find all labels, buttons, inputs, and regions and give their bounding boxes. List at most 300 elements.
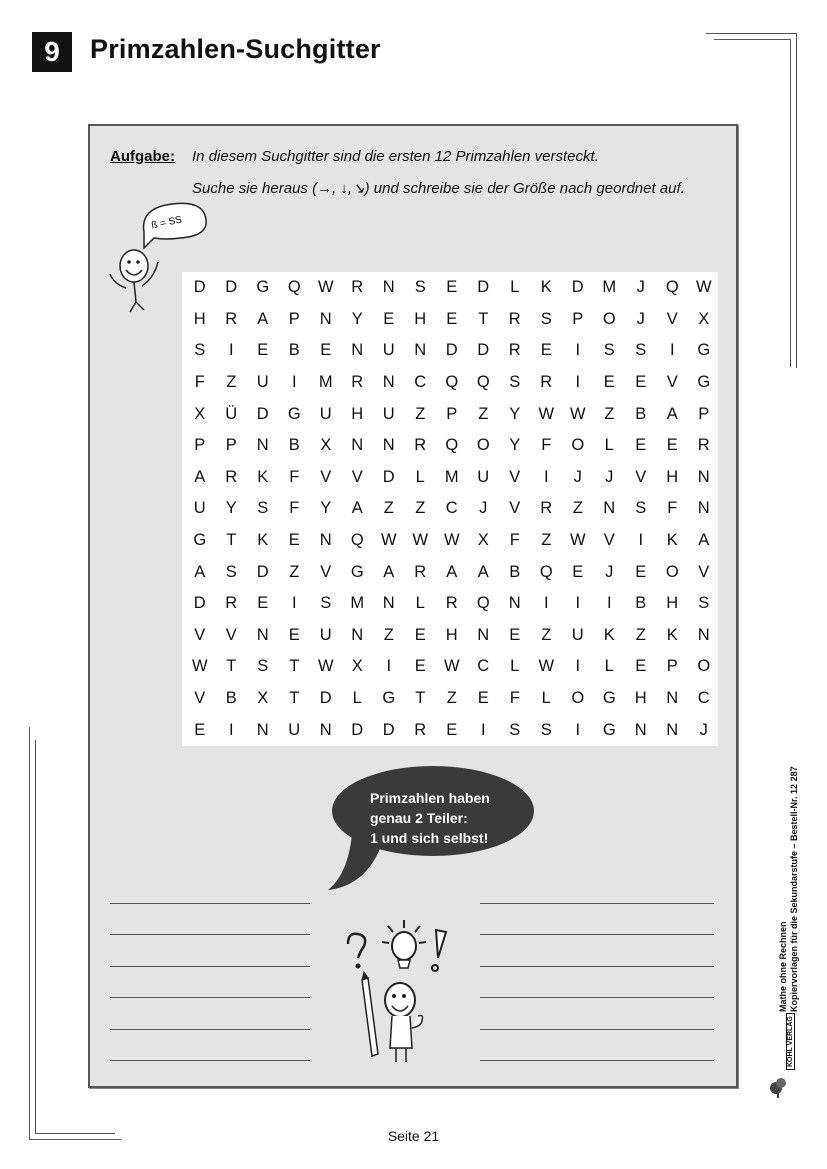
grid-cell: V (698, 562, 710, 581)
grid-cell: P (698, 404, 710, 423)
grid-cell: D (477, 278, 490, 297)
grid-cell: X (351, 657, 363, 676)
grid-cell: P (572, 309, 584, 328)
grid-cell: U (382, 341, 395, 360)
grid-cell: C (445, 499, 458, 518)
grid-row (184, 430, 720, 462)
grid-row (184, 620, 720, 652)
grid-cell: N (319, 720, 332, 739)
grid-cell: Q (350, 531, 364, 550)
grid-cell: Z (541, 531, 552, 550)
grid-cell: V (194, 625, 206, 644)
grid-cell: S (257, 499, 269, 518)
grid-row (184, 462, 720, 494)
grid-cell: E (635, 657, 647, 676)
grid-cell: X (257, 689, 269, 708)
grid-cell: O (602, 309, 616, 328)
grid-cell: C (697, 689, 710, 708)
answer-line (480, 997, 714, 998)
grid-cell: Z (541, 625, 552, 644)
grid-cell: P (446, 404, 458, 423)
answer-line (110, 934, 310, 935)
grid-cell: N (697, 625, 710, 644)
grid-cell: R (225, 309, 238, 328)
grid-cell: W (443, 531, 460, 550)
grid-cell: A (698, 531, 710, 550)
grid-cell: I (575, 594, 581, 613)
grid-cell: N (508, 594, 521, 613)
grid-cell: I (480, 720, 486, 739)
grid-cell: E (257, 594, 269, 613)
grid-cell: U (256, 373, 269, 392)
grid-cell: W (317, 657, 334, 676)
grid-cell: D (571, 278, 584, 297)
grid-cell: T (226, 531, 237, 550)
grid-cell: I (575, 657, 581, 676)
grid-cell: K (603, 625, 615, 644)
grid-cell: M (602, 278, 617, 297)
grid-cell: I (291, 594, 297, 613)
grid-cell: S (225, 562, 237, 581)
grid-row (184, 714, 720, 746)
sidebar-text (778, 732, 800, 1012)
grid-cell: N (634, 720, 647, 739)
grid-cell: S (509, 720, 521, 739)
grid-cell: Q (476, 373, 490, 392)
grid-cell: E (635, 436, 647, 455)
grid-cell: R (225, 594, 238, 613)
grid-cell: Q (476, 594, 490, 613)
answer-line (110, 966, 310, 967)
grid-cell: I (291, 373, 297, 392)
grid-cell: E (194, 720, 206, 739)
grid-cell: G (256, 278, 270, 297)
grid-row (184, 651, 720, 683)
answer-line (110, 1029, 310, 1030)
grid-cell: V (666, 373, 678, 392)
grid-cell: A (351, 499, 363, 518)
grid-cell: U (193, 499, 206, 518)
grid-cell: B (288, 436, 300, 455)
grid-cell: H (351, 404, 364, 423)
grid-cell: G (382, 689, 396, 708)
grid-cell: Ü (225, 404, 238, 423)
grid-cell: B (635, 594, 647, 613)
grid-cell: F (509, 531, 520, 550)
grid-cell: I (606, 594, 612, 613)
grid-cell: E (509, 625, 521, 644)
grid-cell: D (445, 341, 458, 360)
grid-row (184, 683, 720, 715)
grid-cell: H (414, 309, 427, 328)
page-title: Primzahlen-Suchgitter (90, 34, 381, 64)
grid-cell: Q (665, 278, 679, 297)
grid-cell: E (414, 657, 426, 676)
grid-row (184, 556, 720, 588)
grid-cell: S (603, 341, 615, 360)
grid-cell: L (415, 594, 425, 613)
grid-cell: A (477, 562, 489, 581)
grid-cell: V (603, 531, 615, 550)
grid-cell: C (414, 373, 427, 392)
grid-cell: R (414, 720, 427, 739)
sidebar-line-1: Mathe ohne Rechnen (778, 921, 788, 1012)
grid-cell: W (538, 404, 555, 423)
grid-cell: S (635, 341, 647, 360)
grid-cell: R (351, 278, 364, 297)
grid-row (184, 525, 720, 557)
grid-cell: S (635, 499, 647, 518)
grid-cell: D (477, 341, 490, 360)
grid-row (184, 304, 720, 336)
grid-cell: Z (635, 625, 646, 644)
grid-cell: Q (539, 562, 553, 581)
grid-cell: V (666, 309, 678, 328)
grid-cell: W (317, 278, 334, 297)
grid-cell: P (288, 309, 300, 328)
grid-cell: K (257, 467, 269, 486)
grid-cell: R (508, 309, 521, 328)
grid-cell: R (697, 436, 710, 455)
grid-cell: N (351, 436, 364, 455)
grid-cell: I (575, 373, 581, 392)
grid-cell: D (225, 278, 238, 297)
grid-cell: S (257, 657, 269, 676)
grid-cell: G (350, 562, 364, 581)
grid-cell: A (383, 562, 395, 581)
grid-cell: O (571, 689, 585, 708)
grid-cell: N (351, 341, 364, 360)
grid-cell: Z (415, 499, 426, 518)
grid-cell: E (603, 373, 615, 392)
grid-cell: N (382, 594, 395, 613)
grid-cell: V (194, 689, 206, 708)
answer-line (480, 1060, 714, 1061)
grid-cell: N (414, 341, 427, 360)
grid-cell: E (257, 341, 269, 360)
grid-cell: S (698, 594, 710, 613)
grid-cell: E (635, 373, 647, 392)
grid-cell: E (446, 309, 458, 328)
grid-cell: R (414, 436, 427, 455)
grid-row (184, 588, 720, 620)
grid-cell: F (541, 436, 552, 455)
grid-cell: R (445, 594, 458, 613)
grid-cell: H (193, 309, 206, 328)
grid-cell: V (509, 467, 521, 486)
grid-cell: W (191, 657, 208, 676)
grid-cell: B (509, 562, 521, 581)
grid-cell: A (194, 562, 206, 581)
grid-cell: E (572, 562, 584, 581)
grid-row (184, 493, 720, 525)
grid-cell: K (540, 278, 552, 297)
grid-cell: P (666, 657, 678, 676)
answer-line (110, 997, 310, 998)
word-search-grid (182, 272, 718, 746)
grid-cell: O (665, 562, 679, 581)
grid-cell: D (193, 594, 206, 613)
corner-line-top-right (714, 39, 790, 40)
grid-cell: P (194, 436, 206, 455)
grid-cell: S (320, 594, 332, 613)
thinking-character-illustration (338, 916, 458, 1066)
grid-cell: L (604, 436, 614, 455)
grid-cell: S (509, 373, 521, 392)
grid-cell: I (669, 341, 675, 360)
grid-row (184, 367, 720, 399)
grid-cell: T (289, 689, 300, 708)
grid-cell: N (382, 373, 395, 392)
grid-cell: G (602, 689, 616, 708)
task-instruction-line-1: In diesem Suchgitter sind die ersten 12 Primzahlen versteckt. (192, 148, 599, 165)
grid-cell: A (194, 467, 206, 486)
grid-cell: R (540, 499, 553, 518)
grid-cell: G (193, 531, 207, 550)
grid-cell: Q (445, 373, 459, 392)
grid-cell: T (226, 657, 237, 676)
grid-cell: Y (351, 309, 363, 328)
grid-cell: D (382, 720, 395, 739)
answer-line (480, 966, 714, 967)
grid-cell: Z (415, 404, 426, 423)
grid-cell: D (382, 467, 395, 486)
grid-cell: N (256, 436, 269, 455)
grid-cell: F (194, 373, 205, 392)
grid-cell: E (635, 562, 647, 581)
grid-cell: N (697, 499, 710, 518)
grid-cell: K (666, 531, 678, 550)
worksheet-box (88, 124, 738, 1088)
grid-cell: H (666, 467, 679, 486)
corner-line-top-right (796, 33, 797, 368)
grid-cell: N (382, 278, 395, 297)
grid-cell: P (225, 436, 237, 455)
grid-cell: I (228, 341, 234, 360)
grid-cell: G (287, 404, 301, 423)
corner-line-bottom-left (35, 740, 36, 1133)
answer-line (480, 934, 714, 935)
grid-cell: E (540, 341, 552, 360)
grid-cell: I (575, 720, 581, 739)
grid-cell: X (698, 309, 710, 328)
corner-line-top-right (790, 39, 791, 367)
grid-cell: J (636, 278, 645, 297)
grid-cell: G (602, 720, 616, 739)
grid-cell: Z (289, 562, 300, 581)
grid-cell: W (443, 657, 460, 676)
grid-cell: N (697, 467, 710, 486)
grid-cell: L (415, 467, 425, 486)
grid-cell: M (444, 467, 459, 486)
grid-cell: T (478, 309, 489, 328)
grid-cell: U (477, 467, 490, 486)
grid-cell: N (319, 309, 332, 328)
chapter-badge: 9 (32, 32, 72, 72)
grid-cell: C (477, 657, 490, 676)
grid-row (184, 335, 720, 367)
grid-cell: G (697, 341, 711, 360)
hint-text (370, 788, 530, 848)
grid-cell: W (380, 531, 397, 550)
grid-cell: F (289, 467, 300, 486)
grid-cell: T (415, 689, 426, 708)
grid-cell: U (571, 625, 584, 644)
grid-cell: E (288, 625, 300, 644)
grid-cell: D (319, 689, 332, 708)
answer-line (480, 903, 714, 904)
grid-cell: Z (572, 499, 583, 518)
grid-cell: E (666, 436, 678, 455)
grid-cell: U (382, 404, 395, 423)
grid-cell: Y (509, 436, 521, 455)
grid-cell: I (575, 341, 581, 360)
task-instruction-line-2: Suche sie heraus (→, ↓,↘) und schreibe sie der Größe nach geordnet auf. (192, 180, 685, 197)
grid-cell: R (540, 373, 553, 392)
grid-cell: S (540, 720, 552, 739)
grid-cell: H (634, 689, 647, 708)
publisher-name: KOHL VERLAG (786, 1013, 795, 1070)
grid-cell: D (256, 404, 269, 423)
grid-cell: J (636, 309, 645, 328)
grid-cell: R (225, 467, 238, 486)
grid-cell: V (509, 499, 521, 518)
grid-cell: B (635, 404, 647, 423)
grid-row (184, 272, 720, 304)
corner-line-top-right (706, 33, 796, 34)
grid-cell: Y (320, 499, 332, 518)
grid-cell: X (477, 531, 489, 550)
grid-cell: Q (287, 278, 301, 297)
grid-cell: E (288, 531, 300, 550)
grid-cell: X (320, 436, 332, 455)
grid-cell: S (194, 341, 206, 360)
grid-cell: U (319, 625, 332, 644)
grid-cell: S (414, 278, 426, 297)
grid-cell: W (412, 531, 429, 550)
grid-cell: W (538, 657, 555, 676)
grid-cell: I (386, 657, 392, 676)
grid-cell: E (477, 689, 489, 708)
grid-cell: A (666, 404, 678, 423)
grid-cell: R (351, 373, 364, 392)
sidebar-line-2: Kopiervorlagen für die Sekundarstufe – Bestell-Nr. 12 287 (789, 766, 799, 1012)
grid-cell: F (667, 499, 678, 518)
grid-cell: Z (604, 404, 615, 423)
grid-cell: R (508, 341, 521, 360)
grid-cell: K (257, 531, 269, 550)
grid-cell: N (351, 625, 364, 644)
grid-cell: Z (383, 499, 394, 518)
grid-cell: Z (446, 689, 457, 708)
grid-cell: V (320, 467, 332, 486)
grid-cell: U (288, 720, 301, 739)
grid-cell: V (225, 625, 237, 644)
grid-cell: L (604, 657, 614, 676)
grid-cell: B (225, 689, 237, 708)
speech-note: ß = SS (150, 214, 183, 232)
grid-cell: B (288, 341, 300, 360)
grid-cell: N (666, 689, 679, 708)
grid-cell: X (194, 404, 206, 423)
hint-line-3: 1 und sich selbst! (370, 830, 489, 846)
publisher-logo-icon (768, 1018, 788, 1098)
grid-cell: O (571, 436, 585, 455)
grid-cell: L (541, 689, 551, 708)
grid-cell: D (256, 562, 269, 581)
grid-cell: E (414, 625, 426, 644)
grid-cell: O (697, 657, 711, 676)
grid-cell: D (351, 720, 364, 739)
grid-cell: H (666, 594, 679, 613)
answer-line (110, 903, 310, 904)
grid-cell: G (697, 373, 711, 392)
grid-cell: V (320, 562, 332, 581)
grid-cell: I (543, 594, 549, 613)
grid-cell: I (638, 531, 644, 550)
grid-cell: V (635, 467, 647, 486)
grid-cell: Y (225, 499, 237, 518)
task-label: Aufgabe: (110, 148, 175, 165)
grid-cell: W (569, 531, 586, 550)
grid-cell: I (228, 720, 234, 739)
grid-cell: N (603, 499, 616, 518)
grid-cell: D (193, 278, 206, 297)
grid-cell: W (695, 278, 712, 297)
corner-line-bottom-left (29, 727, 30, 1139)
grid-cell: E (446, 278, 458, 297)
grid-cell: E (446, 720, 458, 739)
grid-cell: S (540, 309, 552, 328)
grid-cell: L (510, 657, 520, 676)
grid-cell: N (477, 625, 490, 644)
grid-cell: N (256, 720, 269, 739)
grid-cell: N (319, 531, 332, 550)
grid-cell: Q (445, 436, 459, 455)
grid-cell: W (569, 404, 586, 423)
grid-cell: A (446, 562, 458, 581)
grid-cell: J (605, 562, 614, 581)
grid-cell: L (352, 689, 362, 708)
hint-line-1: Primzahlen haben (370, 790, 490, 806)
grid-cell: Z (383, 625, 394, 644)
answer-line (480, 1029, 714, 1030)
grid-cell: O (476, 436, 490, 455)
grid-cell: N (382, 436, 395, 455)
grid-cell: J (605, 467, 614, 486)
grid-cell: F (509, 689, 520, 708)
grid-cell: H (445, 625, 458, 644)
hint-line-2: genau 2 Teiler: (370, 810, 468, 826)
grid-cell: E (383, 309, 395, 328)
grid-cell: T (289, 657, 300, 676)
grid-cell: A (257, 309, 269, 328)
page-number: Seite 21 (387, 1128, 440, 1144)
grid-cell: E (320, 341, 332, 360)
grid-cell: K (666, 625, 678, 644)
grid-cell: F (289, 499, 300, 518)
grid-cell: J (479, 499, 488, 518)
grid-cell: M (318, 373, 333, 392)
grid-cell: J (699, 720, 708, 739)
grid-cell: Z (226, 373, 237, 392)
grid-cell: R (414, 562, 427, 581)
grid-cell: N (256, 625, 269, 644)
grid-cell: N (666, 720, 679, 739)
grid-cell: M (350, 594, 365, 613)
grid-cell: Z (478, 404, 489, 423)
grid-cell: Y (509, 404, 521, 423)
